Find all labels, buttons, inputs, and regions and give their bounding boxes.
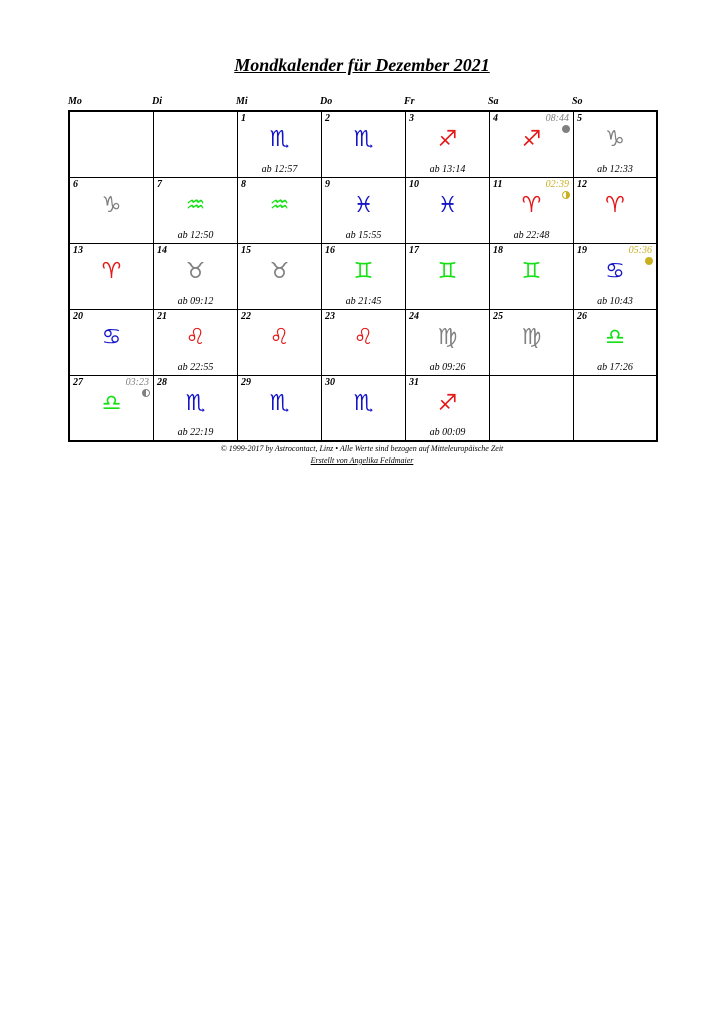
author-note: Erstellt von Angelika Feldmaier [310,456,414,465]
calendar-day-cell [70,310,154,376]
calendar-day-cell [574,376,656,440]
page-title: Mondkalender für Dezember 2021 [234,55,490,75]
sign-entry-time: ab 10:43 [597,296,633,307]
calendar-day-cell [322,244,406,310]
zodiac-sign-icon: ♉ [269,259,290,284]
zodiac-sign-icon: ♏ [353,391,374,416]
zodiac-sign-icon: ♊ [521,259,542,284]
day-number: 18 [493,245,503,256]
zodiac-sign-icon: ♉ [185,259,206,284]
full-moon-icon [645,257,653,265]
zodiac-sign-icon: ♐ [521,127,542,152]
day-number: 22 [241,311,251,322]
calendar-day-cell [490,376,574,440]
day-number: 14 [157,245,167,256]
day-number: 26 [577,311,587,322]
calendar-day-cell [322,376,406,440]
zodiac-sign-icon: ♑ [605,127,625,152]
calendar-day-cell [154,178,238,244]
sign-entry-time: ab 22:48 [513,230,550,241]
zodiac-sign-icon: ♎ [101,391,122,416]
weekday-label: Sa [488,96,499,107]
weekday-label: Mi [236,96,248,107]
day-number: 25 [493,311,503,322]
zodiac-sign-icon: ♈ [521,193,542,218]
day-number: 8 [241,179,246,190]
calendar-day-cell [490,244,574,310]
calendar-day-cell [238,244,322,310]
calendar-day-cell [574,112,656,178]
sign-entry-time: ab 13:14 [429,164,466,175]
copyright-note: © 1999-2017 by Astrocontact, Linz • Alle Werte sind bezogen auf Mitteleuropäische Zeit [220,444,504,453]
sign-entry-time: ab 12:57 [261,164,298,175]
zodiac-sign-icon: ♍ [437,325,458,350]
sign-entry-time: ab 09:12 [177,296,214,307]
day-number: 4 [493,113,498,124]
moon-phase-time: 02:39 [545,179,569,190]
zodiac-sign-icon: ♊ [437,259,458,284]
zodiac-sign-icon: ♐ [437,391,458,416]
zodiac-sign-icon: ♌ [185,325,206,350]
zodiac-sign-icon: ♈ [605,193,625,218]
zodiac-sign-icon: ♏ [353,127,374,152]
weekday-header-row [68,96,656,110]
calendar-day-cell [406,112,490,178]
zodiac-sign-icon: ♐ [437,127,458,152]
calendar-day-cell [154,244,238,310]
sign-entry-time: ab 09:26 [429,362,466,373]
moon-phase-time: 03:23 [125,377,149,388]
day-number: 19 [577,245,587,256]
day-number: 15 [241,245,251,256]
calendar-day-cell [574,178,656,244]
calendar-day-cell [154,310,238,376]
day-number: 10 [409,179,419,190]
zodiac-sign-icon: ♑ [101,193,122,218]
calendar-day-cell [70,112,154,178]
calendar-day-cell [238,112,322,178]
day-number: 2 [325,113,330,124]
day-number: 28 [157,377,167,388]
sign-entry-time: ab 22:19 [177,427,214,438]
calendar-day-cell [574,310,656,376]
zodiac-sign-icon: ♍ [521,325,542,350]
zodiac-sign-icon: ♌ [353,325,374,350]
zodiac-sign-icon: ♋ [605,259,625,284]
sign-entry-time: ab 17:26 [597,362,633,373]
day-number: 7 [157,179,162,190]
new-moon-icon [562,125,570,133]
weekday-label: Mo [68,96,82,107]
sign-entry-time: ab 21:45 [345,296,382,307]
moon-phase-time: 08:44 [545,113,569,124]
sign-entry-time: ab 12:33 [597,164,633,175]
day-number: 24 [409,311,419,322]
day-number: 17 [409,245,419,256]
calendar-day-cell [490,112,574,178]
weekday-label: So [572,96,583,107]
zodiac-sign-icon: ♏ [185,391,206,416]
calendar-day-cell [70,178,154,244]
calendar-day-cell [322,178,406,244]
zodiac-sign-icon: ♒ [185,193,206,218]
calendar-day-cell [406,376,490,440]
weekday-label: Fr [404,96,415,107]
day-number: 30 [325,377,335,388]
sign-entry-time: ab 15:55 [345,230,382,241]
calendar-grid [68,110,658,442]
zodiac-sign-icon: ♒ [269,193,290,218]
day-number: 29 [241,377,251,388]
day-number: 5 [577,113,582,124]
last-quarter-icon [142,389,150,397]
calendar-day-cell [154,376,238,440]
zodiac-sign-icon: ♎ [605,325,625,350]
sign-entry-time: ab 00:09 [429,427,466,438]
zodiac-sign-icon: ♈ [101,259,122,284]
zodiac-sign-icon: ♏ [269,127,290,152]
day-number: 3 [409,113,414,124]
day-number: 12 [577,179,587,190]
calendar-day-cell [574,244,656,310]
first-quarter-icon [562,191,570,199]
calendar-day-cell [406,178,490,244]
moon-phase-time: 05:36 [628,245,652,256]
zodiac-sign-icon: ♓ [353,193,374,218]
day-number: 21 [157,311,167,322]
day-number: 20 [73,311,83,322]
day-number: 16 [325,245,335,256]
zodiac-sign-icon: ♏ [269,391,290,416]
calendar-day-cell [70,244,154,310]
zodiac-sign-icon: ♓ [437,193,458,218]
calendar-day-cell [490,310,574,376]
calendar-day-cell [406,244,490,310]
calendar-day-cell [238,178,322,244]
weekday-label: Do [320,96,333,107]
calendar-day-cell [490,178,574,244]
day-number: 6 [73,179,78,190]
calendar-day-cell [406,310,490,376]
calendar-day-cell [238,376,322,440]
day-number: 31 [409,377,419,388]
zodiac-sign-icon: ♌ [269,325,290,350]
day-number: 27 [73,377,83,388]
calendar-day-cell [322,112,406,178]
calendar-day-cell [154,112,238,178]
calendar-day-cell [70,376,154,440]
day-number: 9 [325,179,330,190]
day-number: 23 [325,311,335,322]
zodiac-sign-icon: ♊ [353,259,374,284]
day-number: 1 [241,113,246,124]
day-number: 13 [73,245,83,256]
weekday-label: Di [152,96,162,107]
sign-entry-time: ab 12:50 [177,230,214,241]
sign-entry-time: ab 22:55 [177,362,214,373]
zodiac-sign-icon: ♋ [101,325,122,350]
day-number: 11 [493,179,503,190]
calendar-day-cell [322,310,406,376]
calendar-day-cell [238,310,322,376]
